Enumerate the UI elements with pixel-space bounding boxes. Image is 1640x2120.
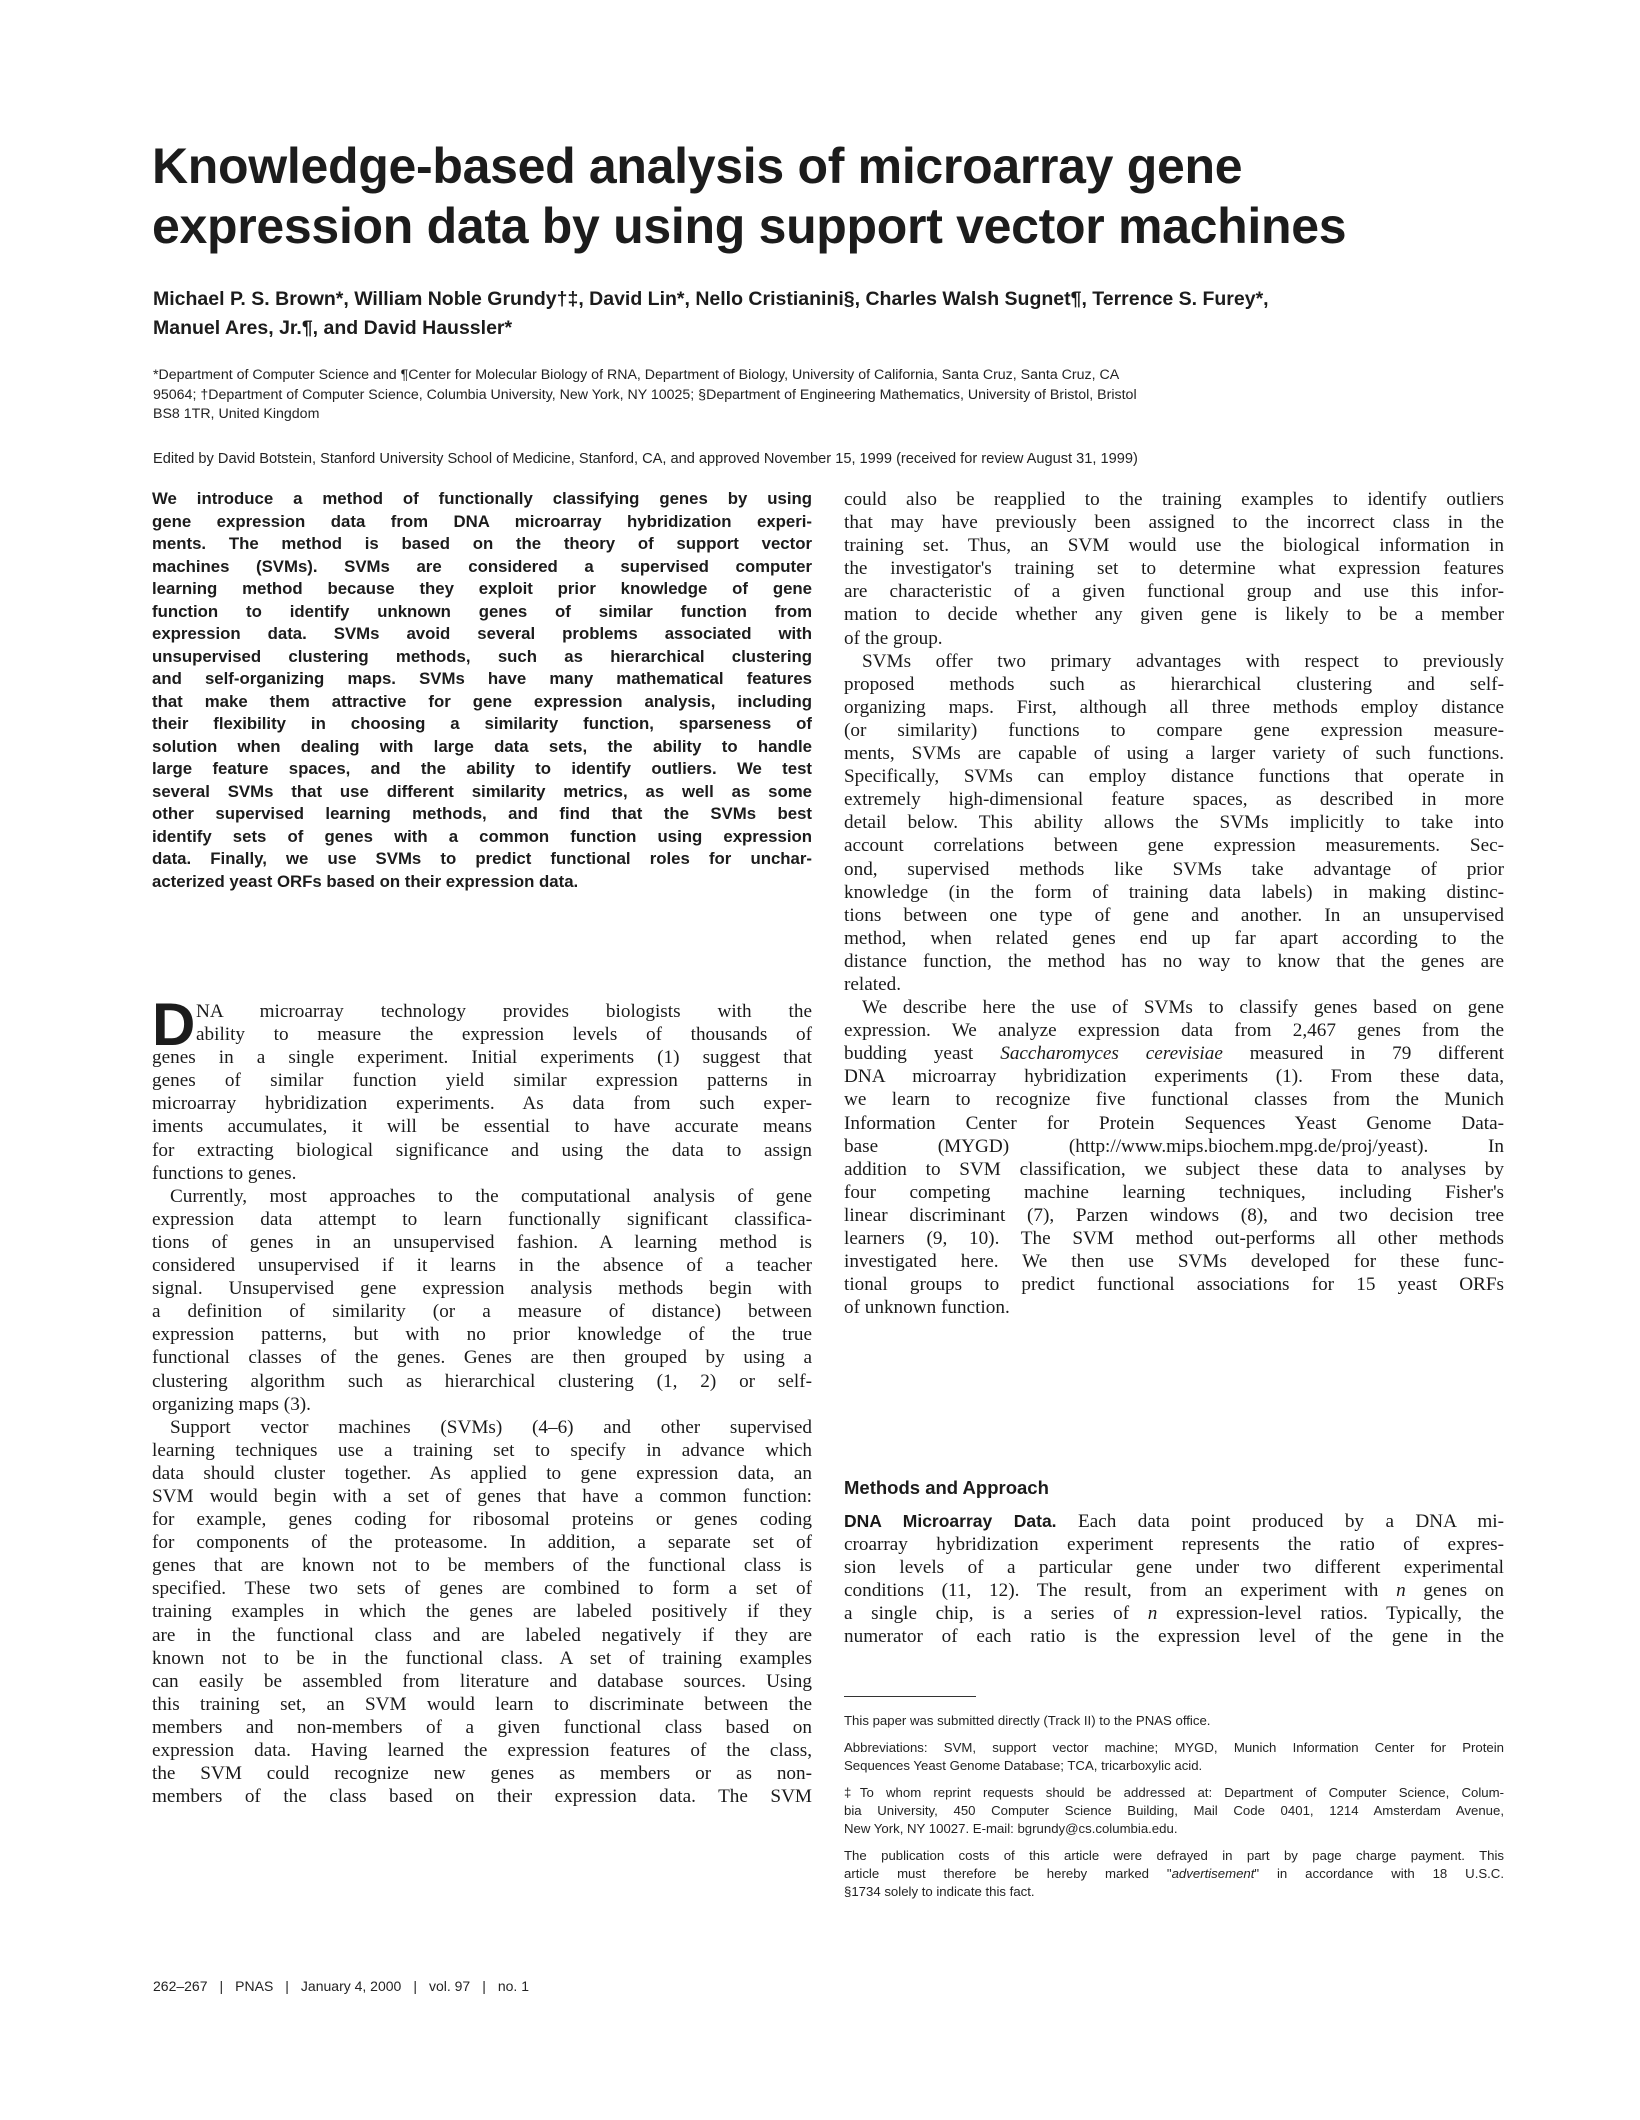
abstract xyxy=(152,488,812,893)
footnote-track: This paper was submitted directly (Track II) to the PNAS office. xyxy=(844,1713,1211,1728)
abstract-line: large feature spaces, and the ability to identify outliers. We test xyxy=(152,759,812,778)
body-line: DNA microarray hybridization experiments (1). From these data, xyxy=(844,1066,1504,1088)
body-line: of the group. xyxy=(844,627,943,649)
run-in-heading: DNA Microarray Data. xyxy=(844,1511,1057,1531)
folio-issue: no. 1 xyxy=(497,1978,529,1994)
footnote-line: The publication costs of this article were defrayed in part by page charge payment. This xyxy=(844,1848,1504,1863)
body-line: functions to genes. xyxy=(152,1162,297,1184)
body-line: ability to measure the expression levels of thousands of xyxy=(196,1024,812,1046)
folio-separator: | xyxy=(413,1978,417,1994)
body-line: Information Center for Protein Sequences Yeast Genome Data- xyxy=(844,1112,1504,1134)
right-column-body xyxy=(844,488,1504,1319)
dna-microarray-paragraph xyxy=(844,1510,1504,1649)
author-line: Manuel Ares, Jr.¶, and David Haussler* xyxy=(153,317,513,339)
abstract-line: and self-organizing maps. SVMs have many mathematical features xyxy=(152,669,812,688)
abstract-line: several SVMs that use different similarity metrics, as well as some xyxy=(152,781,812,801)
body-line: related. xyxy=(844,973,901,995)
body-line: functional classes of the genes. Genes are then grouped by using a xyxy=(152,1347,812,1369)
body-line: mation to decide whether any given gene is likely to be a member xyxy=(844,604,1504,626)
body-line: knowledge (in the form of training data labels) in making distinc- xyxy=(844,881,1504,903)
abstract-line: data. Finally, we use SVMs to predict functional roles for unchar- xyxy=(152,849,812,868)
body-line: croarray hybridization experiment represents the ratio of expres- xyxy=(844,1534,1504,1556)
affiliations xyxy=(153,366,1493,425)
introduction xyxy=(152,991,812,1808)
body-line: the investigator's training set to determine what expression features xyxy=(844,558,1504,580)
body-line: signal. Unsupervised gene expression analysis methods begin with xyxy=(152,1278,812,1300)
body-line: SVM would begin with a set of genes that have a common function: xyxy=(152,1485,812,1507)
svm-outlier-paragraph xyxy=(844,488,1504,650)
body-line: expression patterns, but with no prior knowledge of the true xyxy=(152,1324,812,1346)
body-line: expression data attempt to learn functionally significant classifica- xyxy=(152,1208,812,1230)
body-line: a definition of similarity (or a measure of distance) between xyxy=(152,1301,812,1323)
abstract-line: expression data. SVMs avoid several problems associated with xyxy=(152,624,812,643)
body-line: expression data. Having learned the expression features of the class, xyxy=(152,1740,812,1761)
abstract-line: acterized yeast ORFs based on their expression data. xyxy=(152,871,579,891)
title-line: Knowledge-based analysis of microarray gene xyxy=(152,138,1243,194)
body-line: we learn to recognize five functional classes from the Munich xyxy=(844,1089,1504,1111)
folio-date: January 4, 2000 xyxy=(300,1978,402,1994)
footnotes xyxy=(844,1712,1504,1910)
svm-advantages-paragraph xyxy=(844,650,1504,996)
body-line: of unknown function. xyxy=(844,1297,1010,1319)
body-line: are in the functional class and are labeled negatively if they are xyxy=(152,1624,812,1646)
body-line: genes in a single experiment. Initial experiments (1) suggest that xyxy=(152,1047,812,1069)
footnote-line: bia University, 450 Computer Science Building, Mail Code 0401, 1214 Amsterdam Avenue, xyxy=(844,1803,1504,1818)
body-line: conditions (11, 12). The result, from an experiment with n genes on xyxy=(844,1580,1504,1602)
affiliation-line: *Department of Computer Science and ¶Center for Molecular Biology of RNA, Department of Biology, University of California, Santa Cruz, Santa Cruz, CA xyxy=(153,367,1120,383)
footnote-reprint xyxy=(844,1784,1504,1838)
intro-third-paragraph xyxy=(152,1416,812,1809)
article-title xyxy=(152,136,1532,256)
abstract-line: gene expression data from DNA microarray hybridization experi- xyxy=(152,511,812,531)
abstract-line: We introduce a method of functionally classifying genes by using xyxy=(152,489,812,508)
body-line: are characteristic of a given functional group and use this infor- xyxy=(844,581,1504,603)
body-line: iments accumulates, it will be essential to have accurate means xyxy=(152,1116,812,1138)
footnote-line: ‡To whom reprint requests should be addressed at: Department of Computer Science, Colum- xyxy=(844,1785,1504,1800)
folio-separator: | xyxy=(219,1978,224,1994)
body-line: investigated here. We then use SVMs developed for these func- xyxy=(844,1251,1504,1273)
abstract-line: other supervised learning methods, and find that the SVMs best xyxy=(152,804,812,823)
abstract-line: their flexibility in choosing a similarity function, sparseness of xyxy=(152,714,812,733)
abstract-line: machines (SVMs). SVMs are considered a supervised computer xyxy=(152,556,812,576)
author-list xyxy=(153,285,1493,343)
body-line: extremely high-dimensional feature spaces, as described in more xyxy=(844,789,1504,811)
body-line: numerator of each ratio is the expression level of the gene in the xyxy=(844,1626,1504,1648)
body-line: method, when related genes end up far apart according to the xyxy=(844,927,1504,949)
body-line: learners (9, 10). The SVM method out-performs all other methods xyxy=(844,1228,1504,1249)
body-line: that may have previously been assigned to the incorrect class in the xyxy=(844,512,1504,534)
body-line: specified. These two sets of genes are combined to form a set of xyxy=(152,1578,812,1600)
footnote-rule xyxy=(844,1696,976,1697)
body-line: training examples in which the genes are labeled positively if they xyxy=(152,1601,812,1623)
folio-separator: | xyxy=(285,1978,289,1994)
body-line: sion levels of a particular gene under two different experimental xyxy=(844,1557,1504,1579)
drop-cap: D xyxy=(152,991,196,1058)
body-line: detail below. This ability allows the SVMs implicitly to take into xyxy=(844,812,1504,834)
title-line: expression data by using support vector machines xyxy=(152,198,1347,254)
intro-second-paragraph xyxy=(152,1185,812,1416)
body-line: a single chip, is a series of n expression-level ratios. Typically, the xyxy=(844,1603,1505,1625)
folio-pages: 262–267 xyxy=(153,1978,208,1994)
body-line: distance function, the method has no way to know that the genes are xyxy=(844,950,1504,972)
body-line: training set. Thus, an SVM would use the biological information in xyxy=(844,535,1504,557)
body-line: learning techniques use a training set to specify in advance which xyxy=(152,1439,812,1461)
folio-journal: PNAS xyxy=(235,1978,274,1994)
body-line: members and non-members of a given functional class based on xyxy=(152,1716,812,1738)
body-line: the SVM could recognize new genes as members or as non- xyxy=(152,1763,812,1785)
abstract-line: learning method because they exploit prior knowledge of gene xyxy=(152,579,812,598)
affiliation-line: 95064; †Department of Computer Science, Columbia University, New York, NY 10025; §Department of Engineering Mathematics, University of Bristol, Bristol xyxy=(153,386,1137,403)
body-line: tions between one type of gene and another. In an unsupervised xyxy=(844,904,1504,926)
footnote-line: §1734 solely to indicate this fact. xyxy=(844,1884,1035,1899)
body-line: Currently, most approaches to the computational analysis of gene xyxy=(170,1185,812,1207)
body-line: this training set, an SVM would learn to discriminate between the xyxy=(152,1693,812,1715)
body-line: Specifically, SVMs can employ distance functions that operate in xyxy=(844,766,1504,788)
abstract-line: function to identify unknown genes of similar function from xyxy=(152,601,812,621)
body-line: linear discriminant (7), Parzen windows (8), and two decision tree xyxy=(844,1204,1504,1226)
body-line: expression. We analyze expression data from 2,467 genes from the xyxy=(844,1020,1504,1042)
body-line: We describe here the use of SVMs to classify genes based on gene xyxy=(862,997,1504,1019)
body-line: (or similarity) functions to compare gene expression measure- xyxy=(844,719,1504,741)
body-line: account correlations between gene expression measurements. Sec- xyxy=(844,835,1504,857)
abstract-line: that make them attractive for gene expression analysis, including xyxy=(152,691,812,711)
body-line: proposed methods such as hierarchical clustering and self- xyxy=(844,673,1504,695)
footnote-abbreviations xyxy=(844,1739,1504,1775)
body-line: known not to be in the functional class. A set of training examples xyxy=(152,1647,812,1669)
body-line: budding yeast Saccharomyces cerevisiae measured in 79 different xyxy=(844,1043,1504,1065)
body-line: base (MYGD) (http://www.mips.biochem.mpg.de/proj/yeast). In xyxy=(844,1135,1504,1157)
edited-by-line: Edited by David Botstein, Stanford University School of Medicine, Stanford, CA, and approved November 15, 1999 (received for review August 31, 1999) xyxy=(153,451,1138,467)
abstract-line: identify sets of genes with a common function using expression xyxy=(152,826,812,846)
affiliation-line: BS8 1TR, United Kingdom xyxy=(153,406,320,422)
footnote-line: article must therefore be hereby marked "advertisement" in accordance with 18 U.S.C. xyxy=(844,1866,1504,1881)
folio-volume: vol. 97 xyxy=(428,1978,471,1994)
folio-separator: | xyxy=(482,1978,486,1994)
body-line: for example, genes coding for ribosomal proteins or genes coding xyxy=(152,1509,812,1531)
section-heading-methods: Methods and Approach xyxy=(844,1477,1049,1498)
body-line: genes of similar function yield similar expression patterns in xyxy=(152,1070,812,1092)
footnote-line: New York, NY 10027. E-mail: bgrundy@cs.columbia.edu. xyxy=(844,1821,1178,1836)
study-description-paragraph xyxy=(844,996,1504,1319)
body-line: data should cluster together. As applied to gene expression data, an xyxy=(152,1462,812,1484)
body-line: can easily be assembled from literature and database sources. Using xyxy=(152,1670,812,1692)
body-line: clustering algorithm such as hierarchical clustering (1, 2) or self- xyxy=(152,1370,812,1392)
body-line: considered unsupervised if it learns in the absence of a teacher xyxy=(152,1255,812,1277)
body-line: organizing maps (3). xyxy=(152,1393,311,1415)
body-line: organizing maps. First, although all three methods employ distance xyxy=(844,696,1504,718)
body-line: microarray hybridization experiments. As data from such exper- xyxy=(152,1093,812,1115)
body-line: for components of the proteasome. In addition, a separate set of xyxy=(152,1532,812,1554)
body-line: Support vector machines (SVMs) (4–6) and other supervised xyxy=(170,1416,812,1438)
intro-first-paragraph xyxy=(152,991,812,1185)
page-folio xyxy=(153,1978,529,1994)
body-line: NA microarray technology provides biologists with the xyxy=(196,1001,812,1022)
body-line: could also be reapplied to the training examples to identify outliers xyxy=(844,489,1504,510)
body-line: tions of genes in an unsupervised fashion. A learning method is xyxy=(152,1231,812,1253)
body-line: genes that are known not to be members of the functional class is xyxy=(152,1555,812,1577)
footnote-publication-costs xyxy=(844,1847,1504,1901)
body-line: for extracting biological significance and using the data to assign xyxy=(152,1139,812,1161)
body-line: SVMs offer two primary advantages with respect to previously xyxy=(862,650,1504,672)
body-line: tional groups to predict functional associations for 15 yeast ORFs xyxy=(844,1274,1504,1296)
footnote-line: Abbreviations: SVM, support vector machine; MYGD, Munich Information Center for Protein xyxy=(844,1740,1504,1755)
body-line: addition to SVM classification, we subject these data to analyses by xyxy=(844,1158,1504,1180)
abstract-line: ments. The method is based on the theory of support vector xyxy=(152,534,812,553)
abstract-line: solution when dealing with large data sets, the ability to handle xyxy=(152,736,812,756)
body-line: ond, supervised methods like SVMs take advantage of prior xyxy=(844,858,1504,880)
abstract-line: unsupervised clustering methods, such as hierarchical clustering xyxy=(152,646,812,666)
author-line: Michael P. S. Brown*, William Noble Grundy†‡, David Lin*, Nello Cristianini§, Charles Walsh Sugnet¶, Terrence S. Furey*, xyxy=(153,288,1269,310)
body-line: members of the class based on their expression data. The SVM xyxy=(152,1786,812,1808)
body-line: DNA Microarray Data. Each data point produced by a DNA mi- xyxy=(844,1511,1504,1532)
body-line: ments, SVMs are capable of using a larger variety of such functions. xyxy=(844,743,1504,765)
body-line: four competing machine learning techniques, including Fisher's xyxy=(844,1181,1504,1203)
footnote-line: Sequences Yeast Genome Database; TCA, tricarboxylic acid. xyxy=(844,1758,1203,1773)
